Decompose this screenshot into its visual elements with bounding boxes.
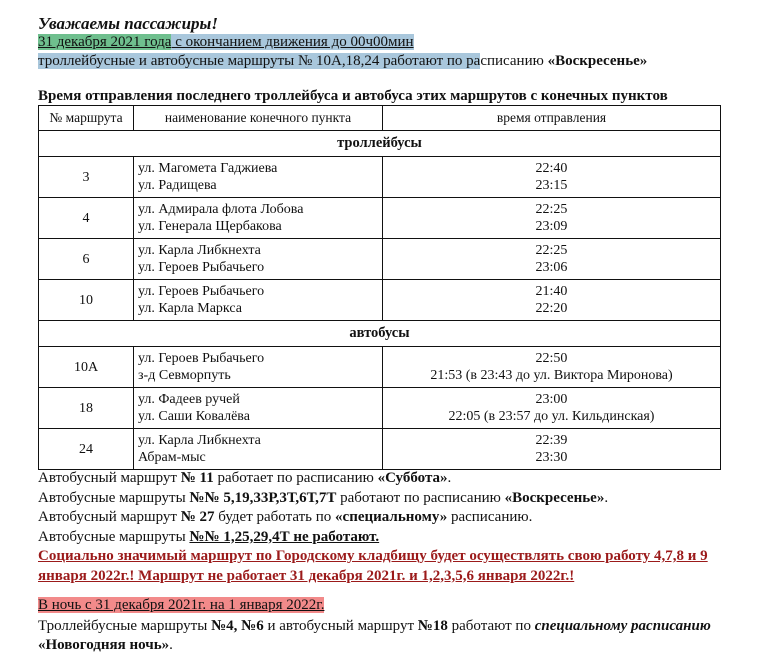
new-year-night-section: В ночь с 31 декабря 2021г. на 1 января 2022г. Троллейбусные маршруты №4, №6 и автобусный маршрут №18 работают по специальному расписанию «Новогодняя ночь». xyxy=(38,597,711,653)
table-row: 10А ул. Героев Рыбачьего з-д Севморпуть 22:50 21:53 (в 23:43 до ул. Виктора Миронова) xyxy=(39,347,721,388)
schedule-name: «Воскресенье» xyxy=(547,53,648,69)
routes-highlight: троллейбусные и автобусные маршруты № 10А,18,24 работают по ра xyxy=(38,53,481,69)
header-stop: наименование конечного пункта xyxy=(134,106,383,131)
night-schedule-name: «Новогодняя ночь» xyxy=(38,637,170,653)
table-row: 18 ул. Фадеев ручей ул. Саши Ковалёва 23:00 22:05 (в 23:57 до ул. Кильдинская) xyxy=(39,388,721,429)
table-row: 24 ул. Карла Либкнехта Абрам-мыс 22:39 23:30 xyxy=(39,429,721,470)
note-sunday-routes: Автобусные маршруты №№ 5,19,33Р,3Т,6Т,7Т работают по расписанию «Воскресенье». xyxy=(38,489,609,506)
header-time: время отправления xyxy=(383,106,721,131)
schedule-table xyxy=(38,105,721,470)
note-route-11: Автобусный маршрут № 11 работает по расписанию «Суббота». xyxy=(38,470,452,486)
section-bus: автобусы xyxy=(39,321,721,347)
section-trolleybus: троллейбусы xyxy=(39,131,721,157)
routes-plain: списанию xyxy=(480,53,548,69)
note-route-27: Автобусный маршрут № 27 будет работать по «специальному» расписанию. xyxy=(38,509,533,525)
table-row: 10 ул. Героев Рыбачьего ул. Карла Маркса 21:40 22:20 xyxy=(39,280,721,321)
announcement-line-1 xyxy=(38,33,414,51)
announcement-line-2 xyxy=(38,52,647,70)
header-route: № маршрута xyxy=(39,106,134,131)
notes xyxy=(38,469,760,586)
night-title: В ночь с 31 декабря 2021г. на 1 января 2022г. xyxy=(38,597,325,613)
table-title: Время отправления последнего троллейбуса и автобуса этих маршрутов с конечных пунктов xyxy=(38,88,668,104)
end-of-service-text: с окончанием движения до 00ч00мин xyxy=(171,34,414,50)
table-header-row xyxy=(39,106,721,131)
cemetery-route-notice: Социально значимый маршрут по Городскому кладбищу будет осуществлять свою работу 4,7,8 и 9 января 2022г.! Маршрут не работает 31 декабря 2021г. и 1,2,3,5,6 января 2022г.! xyxy=(38,548,708,584)
date-highlight: 31 декабря 2021 года xyxy=(38,34,172,50)
note-not-running: Автобусные маршруты №№ 1,25,29,4Т не работают. xyxy=(38,528,380,545)
table-row: 3 ул. Магомета Гаджиева ул. Радищева 22:40 23:15 xyxy=(39,157,721,198)
night-schedule-text: Троллейбусные маршруты №4, №6 и автобусный маршрут №18 работают по специальному расписанию xyxy=(38,618,711,634)
table-row: 4 ул. Адмирала флота Лобова ул. Генерала Щербакова 22:25 23:09 xyxy=(39,198,721,239)
greeting: Уважаемы пассажиры! xyxy=(38,14,218,33)
table-row: 6 ул. Карла Либкнехта ул. Героев Рыбачьего 22:25 23:06 xyxy=(39,239,721,280)
